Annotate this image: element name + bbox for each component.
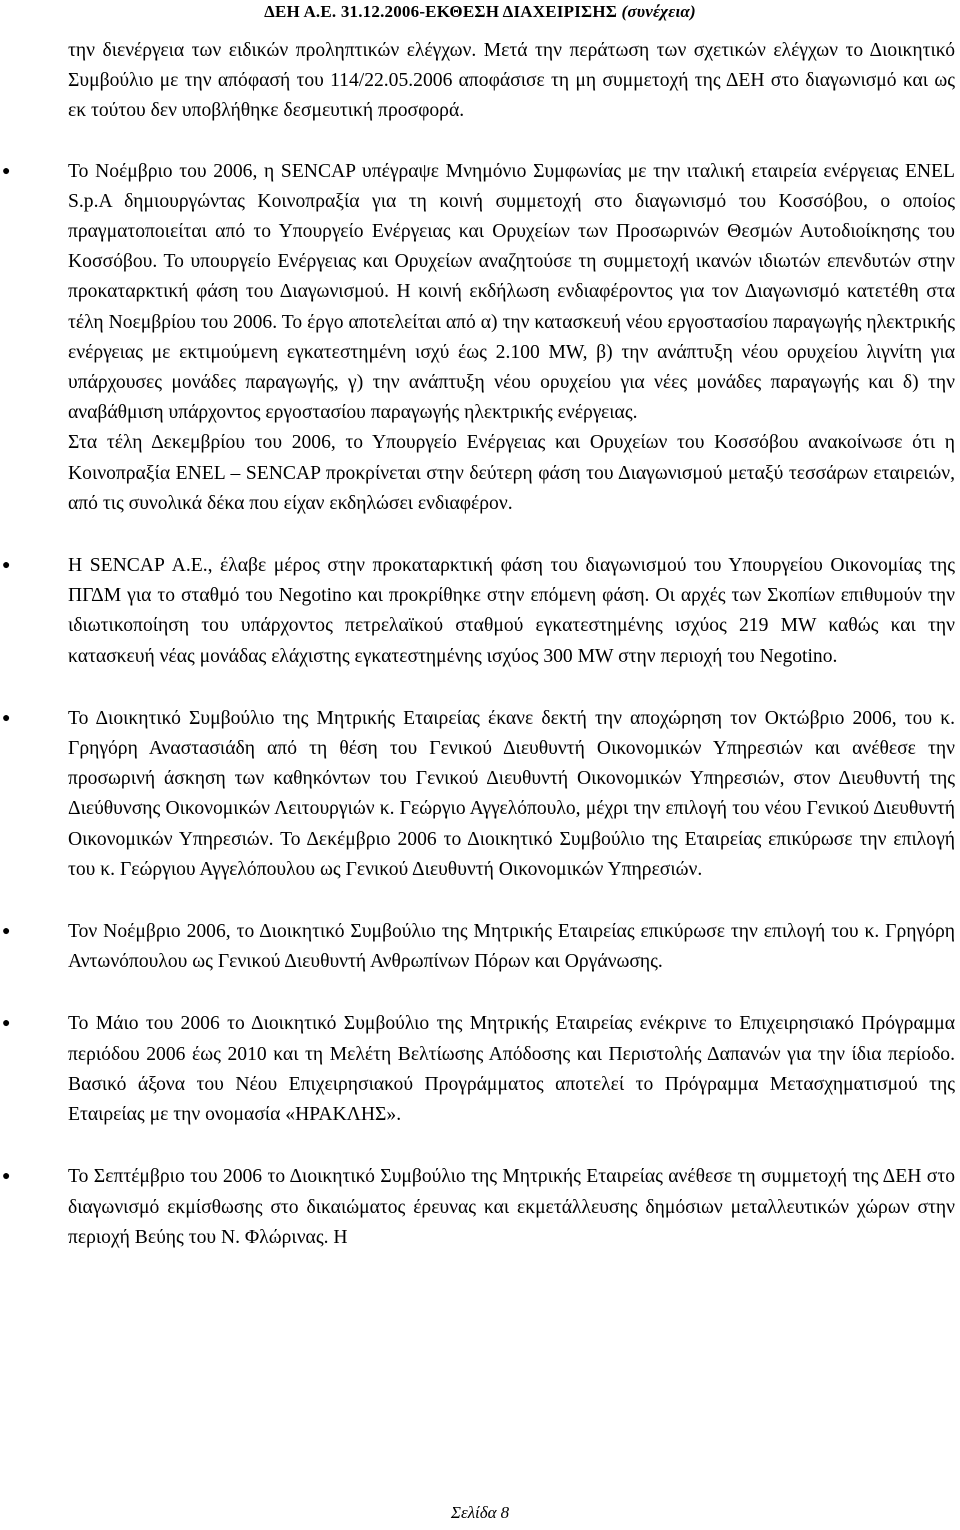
bullet-item-business-plan: ● Το Μάιο του 2006 το Διοικητικό Συμβούλιο της Μητρικής Εταιρείας ενέκρινε το Επιχειρησιακό Πρόγραμμα περιόδου 2006 έως 2010 και τη Μελέτη Βελτίωσης Απόδοσης και Περιστολής Δαπανών για την ίδια περίοδο. Βασικό άξονα του Νέου Επιχειρησιακού Προγράμματος αποτελεί το Πρόγραμμα Μετασχηματισμού της Εταιρείας με την ονομασία «ΗΡΑΚΛΗΣ». [68, 1009, 955, 1130]
header-title: ΔΕΗ Α.Ε. 31.12.2006-ΕΚΘΕΣΗ ΔΙΑΧΕΙΡΙΣΗΣ [264, 2, 618, 21]
page-footer [0, 1503, 960, 1523]
page-header [0, 0, 960, 24]
bullet-item-sencap-negotino: ● Η SENCAP Α.Ε., έλαβε μέρος στην προκαταρκτική φάση του διαγωνισμού του Υπουργείου Οικονομίας της ΠΓΔΜ για το σταθμό του Negotino και προκρίθηκε στην επόμενη φάση. Οι αρχές των Σκοπίων επιθυμούν την ιδιωτικοποίηση του υπάρχοντος πετρελαϊκού σταθμού εγκατεστημένης ισχύος 219 MW καθώς και την κατασκευή νέας μονάδας ελάχιστης εγκατεστημένης ισχύος 300 MW στην περιοχή του Negotino. [68, 551, 955, 672]
footer-page-label: Σελίδα [450, 1503, 497, 1522]
paragraph-continuation: την διενέργεια των ειδικών προληπτικών ελέγχων. Μετά την περάτωση των σχετικών ελέγχων το Διοικητικό Συμβούλιο με την απόφασή του 114/22.05.2006 αποφάσισε τη μη συμμετοχή της ΔΕΗ στο διαγωνισμό και ως εκ τούτου δεν υποβλήθηκε δεσμευτική προσφορά. [68, 40, 955, 122]
bullet-item-cfo-appointment: ● Το Διοικητικό Συμβούλιο της Μητρικής Εταιρείας έκανε δεκτή την αποχώρηση τον Οκτώβριο 2006, του κ. Γρηγόρη Αναστασιάδη από τη θέση του Γενικού Διευθυντή Οικονομικών Υπηρεσιών και ανέθεσε την προσωρινή άσκηση των καθηκόντων του Γενικού Διευθυντή Οικονομικών Υπηρεσιών, στον Διευθυντή της Διεύθυνσης Οικονομικών Λειτουργιών κ. Γεώργιο Αγγελόπουλο, μέχρι την επιλογή του νέου Γενικού Διευθυντή Οικονομικών Υπηρεσιών. Το Δεκέμβριο 2006 το Διοικητικό Συμβούλιο της Εταιρείας επικύρωσε την επιλογή του κ. Γεώργιου Αγγελόπουλου ως Γενικού Διευθυντή Οικονομικών Υπηρεσιών. [68, 704, 955, 885]
bullet-item-hr-appointment: ● Τον Νοέμβριο 2006, το Διοικητικό Συμβούλιο της Μητρικής Εταιρείας επικύρωσε την επιλογή του κ. Γρηγόρη Αντωνόπουλου ως Γενικού Διευθυντή Ανθρωπίνων Πόρων και Οργάνωσης. [68, 917, 955, 977]
document-body [68, 36, 955, 1253]
bullet-item-sencap-enel: ● Το Νοέμβριο του 2006, η SENCAP υπέγραψε Μνημόνιο Συμφωνίας με την ιταλική εταιρεία ενέργειας ENEL S.p.A δημιουργώντας Κοινοπραξία για τη κοινή συμμετοχή στο διαγωνισμό του Κοσσόβου, ο οποίος πραγματοποιείται από το Υπουργείο Ενέργειας και Ορυχείων των Προσωρινών Θεσμών Αυτοδιοίκησης του Κοσσόβου. Το υπουργείο Ενέργειας και Ορυχείων αναζητούσε τη συμμετοχή ικανών ιδιωτών επενδυτών στην προκαταρκτική φάση του Διαγωνισμού. Η κοινή εκδήλωση ενδιαφέροντος για τον Διαγωνισμό κατετέθη στα τέλη Νοεμβρίου του 2006. Το έργο αποτελείται από α) την κατασκευή νέου εργοστασίου παραγωγής ηλεκτρικής ενέργειας με εκτιμούμενη εγκατεστημένη ισχύ έως 2.100 MW, β) την ανάπτυξη νέου ορυχείου λιγνίτη για υπάρχουσες μονάδες παραγωγής, γ) την ανάπτυξη νέου ορυχείου για νέες μονάδες παραγωγής και δ) την αναβάθμιση υπάρχοντος εργοστασίου παραγωγής ηλεκτρικής ενέργειας. [68, 157, 955, 429]
header-subtitle: (συνέχεια) [621, 2, 696, 21]
footer-page-number: 8 [500, 1503, 510, 1522]
paragraph-kosovo-tender: Στα τέλη Δεκεμβρίου του 2006, το Υπουργείο Ενέργειας και Ορυχείων του Κοσσόβου ανακοίνωσε ότι η Κοινοπραξία ENEL – SENCAP προκρίνεται στην δεύτερη φάση του Διαγωνισμού μεταξύ τεσσάρων εταιρειών, από τις συνολικά δέκα που είχαν εκδηλώσει ενδιαφέρον. [68, 432, 955, 514]
bullet-item-florina-lease: ● Το Σεπτέμβριο του 2006 το Διοικητικό Συμβούλιο της Μητρικής Εταιρείας ανέθεσε τη συμμετοχή της ΔΕΗ στο διαγωνισμό εκμίσθωσης στο δικαιώματος έρευνας και εκμετάλλευσης δημόσιων μεταλλευτικών χώρων στην περιοχή Βεύης του Ν. Φλώρινας. Η [68, 1162, 955, 1253]
